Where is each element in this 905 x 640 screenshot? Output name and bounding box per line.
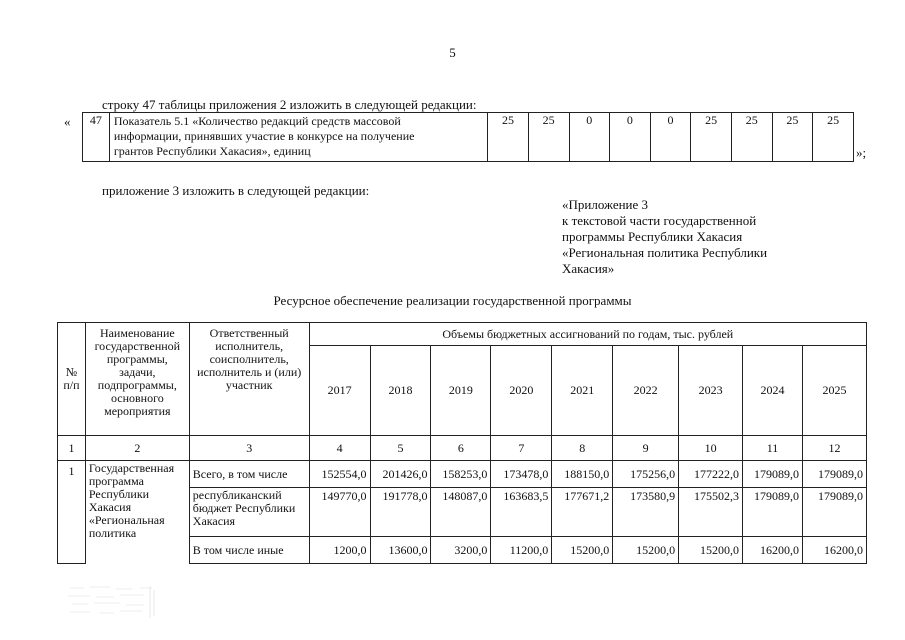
index-cell: 5: [370, 436, 431, 461]
value-cell: 177671,2: [552, 488, 613, 537]
row47-value: 25: [691, 113, 732, 162]
row47-table: [82, 112, 854, 162]
header-line: Ответственный: [209, 326, 289, 340]
row47-desc-line: Показатель 5.1 «Количество редакций средств массовой: [113, 114, 401, 128]
index-row: [58, 436, 867, 461]
index-cell: 7: [491, 436, 552, 461]
header-line: программы,: [106, 352, 168, 366]
value-cell: 3200,0: [431, 537, 491, 564]
col-header-budget: Объемы бюджетных ассигнований по годам, тыс. рублей: [309, 323, 866, 346]
year-cell: 2021: [552, 346, 613, 436]
header-line: участник: [225, 378, 273, 392]
table-title: Ресурсное обеспечение реализации государственной программы: [273, 293, 632, 308]
header-row: [58, 323, 867, 346]
index-cell: 9: [613, 436, 679, 461]
value-cell: 201426,0: [370, 461, 431, 488]
row47-value: 0: [650, 113, 691, 162]
value-cell: 173580,9: [613, 488, 679, 537]
value-cell: 179089,0: [743, 461, 803, 488]
value-cell: 175502,3: [679, 488, 743, 537]
appendix-heading-line: «Региональная политика Республики: [562, 245, 768, 260]
value-cell: 15200,0: [552, 537, 613, 564]
sub-label-line: республиканский: [192, 488, 282, 502]
col-header-name: [85, 323, 189, 436]
value-cell: 175256,0: [613, 461, 679, 488]
appendix-heading-line: к текстовой части государственной: [562, 213, 757, 228]
value-cell: 11200,0: [491, 537, 552, 564]
name-line: «Региональная: [88, 513, 165, 527]
header-line: задачи,: [119, 365, 156, 379]
row47-value: 0: [610, 113, 651, 162]
row47-value: 25: [813, 113, 854, 162]
value-cell: 191778,0: [370, 488, 431, 537]
year-cell: 2024: [743, 346, 803, 436]
value-cell: 149770,0: [309, 488, 370, 537]
row47-value: 25: [528, 113, 569, 162]
header-line: п/п: [63, 378, 80, 392]
value-cell: 16200,0: [802, 537, 866, 564]
header-line: исполнитель,: [215, 339, 284, 353]
header-line: подпрограммы,: [97, 378, 177, 392]
row47-number: 47: [83, 113, 110, 162]
header-line: государственной: [94, 339, 181, 353]
appendix-heading-line: Хакасия»: [562, 261, 615, 276]
value-cell: 15200,0: [613, 537, 679, 564]
row47: [83, 113, 854, 162]
year-cell: 2018: [370, 346, 431, 436]
index-cell: 2: [85, 436, 189, 461]
name-line: Хакасия: [88, 500, 132, 514]
year-cell: 2019: [431, 346, 491, 436]
sub-label-line: Хакасия: [192, 514, 236, 528]
value-cell: 179089,0: [743, 488, 803, 537]
index-cell: 11: [743, 436, 803, 461]
index-cell: 1: [58, 436, 86, 461]
value-cell: 16200,0: [743, 537, 803, 564]
value-cell: 15200,0: [679, 537, 743, 564]
header-line: мероприятия: [104, 404, 171, 418]
row47-value: 25: [488, 113, 529, 162]
value-cell: 158253,0: [431, 461, 491, 488]
year-cell: 2025: [802, 346, 866, 436]
index-cell: 12: [802, 436, 866, 461]
appendix-heading-line: «Приложение 3: [562, 197, 649, 212]
value-cell: 173478,0: [491, 461, 552, 488]
header-line: Наименование: [99, 326, 175, 340]
value-cell: 13600,0: [370, 537, 431, 564]
value-cell: 152554,0: [309, 461, 370, 488]
index-cell: 10: [679, 436, 743, 461]
index-cell: 8: [552, 436, 613, 461]
value-cell: 163683,5: [491, 488, 552, 537]
row47-value: 0: [569, 113, 610, 162]
header-line: основного: [110, 391, 164, 405]
name-line: Государственная: [88, 461, 175, 475]
sub-label: В том числе иные: [189, 537, 309, 564]
row-number: 1: [58, 461, 86, 564]
instruction-appendix3: приложение 3 изложить в следующей редакции:: [102, 183, 370, 198]
row47-value: 25: [731, 113, 772, 162]
value-cell: 148087,0: [431, 488, 491, 537]
year-cell: 2020: [491, 346, 552, 436]
appendix-heading: [562, 197, 767, 277]
open-quote: «: [64, 114, 71, 129]
row47-description: [109, 113, 487, 162]
header-line: соисполнитель,: [209, 352, 289, 366]
year-cell: 2017: [309, 346, 370, 436]
value-cell: 177222,0: [679, 461, 743, 488]
col-header-responsible: [189, 323, 309, 436]
resource-table: [57, 322, 867, 564]
table-row: [58, 461, 867, 488]
index-cell: 6: [431, 436, 491, 461]
index-cell: 3: [189, 436, 309, 461]
year-cell: 2023: [679, 346, 743, 436]
scan-noise: [60, 582, 160, 622]
name-line: программа: [88, 474, 144, 488]
year-cell: 2022: [613, 346, 679, 436]
header-line: исполнитель и (или): [197, 365, 302, 379]
header-line: №: [65, 365, 78, 379]
value-cell: 179089,0: [802, 461, 866, 488]
sub-label-line: бюджет Республики: [192, 501, 296, 515]
page-number: 5: [449, 45, 456, 60]
col-header-number: [58, 323, 86, 436]
sub-label: Всего, в том числе: [189, 461, 309, 488]
row47-value: 25: [772, 113, 813, 162]
value-cell: 179089,0: [802, 488, 866, 537]
name-line: политика: [88, 526, 137, 540]
row47-desc-line: информации, принявших участие в конкурсе на получение: [113, 129, 415, 143]
instruction-row47: строку 47 таблицы приложения 2 изложить в следующей редакции:: [102, 97, 477, 112]
value-cell: 1200,0: [309, 537, 370, 564]
value-cell: 188150,0: [552, 461, 613, 488]
sub-label: [189, 488, 309, 537]
appendix-heading-line: программы Республики Хакасия: [562, 229, 743, 244]
row47-desc-line: грантов Республики Хакасия», единиц: [113, 144, 311, 158]
close-quote: »;: [856, 145, 867, 160]
index-cell: 4: [309, 436, 370, 461]
name-line: Республики: [88, 487, 150, 501]
row-name: [85, 461, 189, 564]
